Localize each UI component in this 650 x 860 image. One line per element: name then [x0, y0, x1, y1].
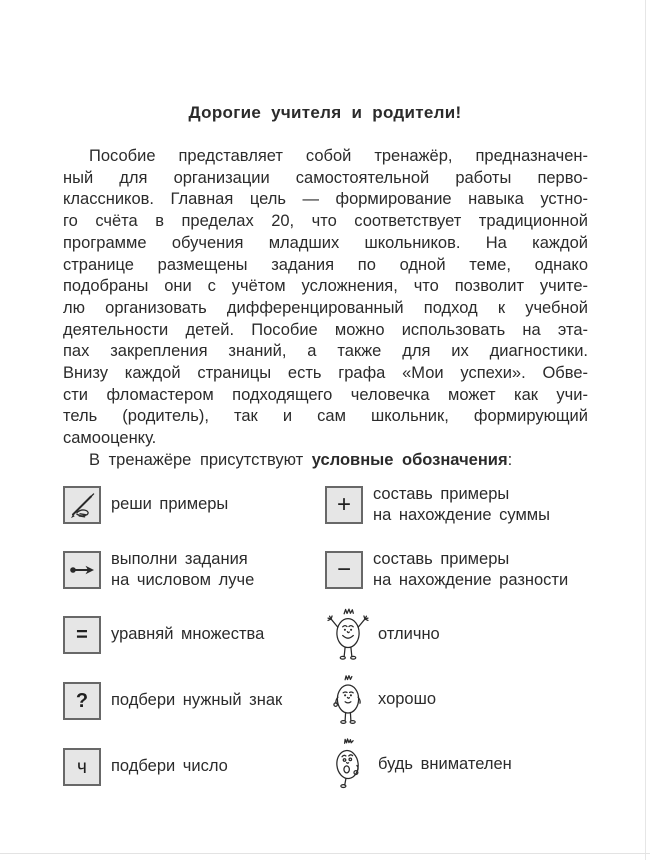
calm-character-icon — [325, 672, 371, 728]
legend-label: уравняй множества — [111, 625, 265, 644]
legend-label: подбери число — [111, 757, 228, 776]
legend-item-number-ray — [63, 551, 254, 589]
legend-item-choose-number — [63, 748, 228, 786]
legend-intro-suffix: : — [507, 450, 513, 469]
question-icon — [63, 682, 101, 720]
happy-character-icon — [325, 607, 371, 663]
legend-item-difference-examples — [325, 551, 568, 589]
paragraph-line: тель (родитель), так и сам школьник, формирующий — [63, 407, 588, 426]
legend-label: подбери нужный знак — [111, 691, 283, 710]
minus-icon — [325, 551, 363, 589]
paragraph-line: Пособие представляет собой тренажёр, предназначен- — [89, 147, 588, 165]
legend-intro-bold: условные обозначения — [311, 450, 508, 469]
question-symbol: ? — [75, 690, 89, 712]
legend-item-equalize-sets — [63, 616, 264, 654]
legend-label: составь примеры на нахождение разности — [373, 549, 569, 589]
worried-character-icon — [325, 737, 371, 793]
paragraph-line: Внизу каждой страницы есть графа «Мои успехи». Обве- — [63, 364, 588, 383]
legend-label: хорошо — [378, 690, 437, 709]
pen-icon-drawing — [67, 490, 97, 520]
paragraph-line: лю организовать дифференцированный подход к учебной — [63, 298, 588, 317]
paragraph-line: ный для организации самостоятельной работы перво- — [63, 168, 588, 187]
legend-item-choose-sign — [63, 682, 282, 720]
legend-intro-prefix: В тренажёре присутствуют — [89, 450, 312, 469]
legend-label: составь примеры на нахождение суммы — [373, 484, 551, 524]
paragraph-line: деятельности детей. Пособие можно использовать на эта- — [63, 320, 588, 339]
page-edge-right — [645, 0, 646, 860]
legend-label: будь внимателен — [378, 755, 512, 774]
paragraph-line: программе обучения младших школьников. На каждой — [63, 233, 588, 252]
intro-paragraph — [63, 146, 588, 472]
paragraph-line: го счёта в пределах 20, что соответствует традиционной — [63, 212, 588, 231]
paragraph-line: классников. Главная цель — формирование навыка устно- — [63, 190, 588, 209]
pen-icon — [63, 486, 101, 524]
paragraph-line: пах закрепления знаний, а также для их диагностики. — [63, 342, 588, 361]
minus-symbol: − — [336, 556, 351, 583]
paragraph-line: странице размещены задания по одной теме, однако — [63, 255, 588, 274]
page-title: Дорогие учителя и родители! — [188, 103, 462, 122]
legend-intro-line — [63, 450, 588, 472]
legend-item-sum-examples — [325, 486, 550, 524]
page-edge-bottom — [0, 853, 650, 854]
legend-item-excellent — [325, 607, 440, 663]
legend-label: отлично — [378, 625, 440, 644]
plus-symbol: + — [336, 491, 351, 518]
legend-item-be-attentive — [325, 737, 512, 793]
legend-label: выполни задания на числовом луче — [111, 549, 255, 589]
paragraph-line: сти фломастером подходящего человечка может как учи- — [63, 385, 588, 404]
letter-che-symbol: ч — [77, 756, 87, 778]
number-ray-icon — [63, 551, 101, 589]
equals-icon — [63, 616, 101, 654]
paragraph-line: самооценку. — [63, 429, 157, 448]
equals-symbol: = — [76, 624, 88, 646]
letter-che-icon — [63, 748, 101, 786]
legend-item-good — [325, 672, 436, 728]
legend-label: реши примеры — [111, 495, 229, 514]
plus-icon — [325, 486, 363, 524]
legend-item-solve-examples — [63, 486, 228, 524]
number-ray-icon-drawing — [67, 555, 97, 585]
paragraph-line: подобраны они с учётом усложнения, что позволит учите- — [63, 277, 588, 296]
